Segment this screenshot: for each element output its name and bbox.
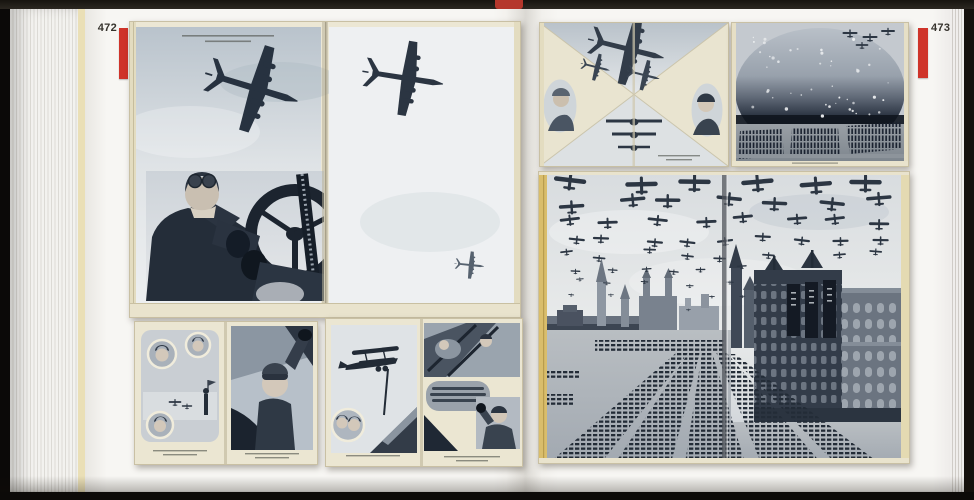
biplane-photo xyxy=(331,325,417,453)
portrait-circles-photo xyxy=(141,330,219,442)
plate-x-montage-spread xyxy=(539,22,729,167)
red-index-bar-right xyxy=(918,28,928,78)
plate-red-square-parade-spread xyxy=(538,171,910,464)
plate-biplane-collage-spread xyxy=(325,318,523,467)
plate-portraits-spread xyxy=(134,321,318,465)
soldier-ranks xyxy=(736,122,904,161)
plate-bombers-and-pilot-spread xyxy=(129,21,521,318)
book-cover-edge-right xyxy=(964,0,974,500)
portrait-oval-left xyxy=(542,78,578,134)
page-number-left: 472 xyxy=(97,22,117,34)
book-cover-edge-left xyxy=(0,0,10,500)
page-number-right: 473 xyxy=(931,22,951,34)
page-stack-left xyxy=(10,6,78,496)
portrait-oval-right xyxy=(690,82,724,138)
pilot-at-wheel-photo xyxy=(146,171,339,306)
page-stack-yellow-edge xyxy=(78,8,85,494)
waving-pilot-photo xyxy=(231,326,313,450)
table-surface xyxy=(0,492,974,500)
book-top-edge xyxy=(0,0,974,9)
page-stack-right xyxy=(950,6,964,498)
red-index-bar-left xyxy=(119,28,128,79)
red-ribbon-top xyxy=(495,0,523,9)
plate-parachutes-spread xyxy=(731,22,909,167)
